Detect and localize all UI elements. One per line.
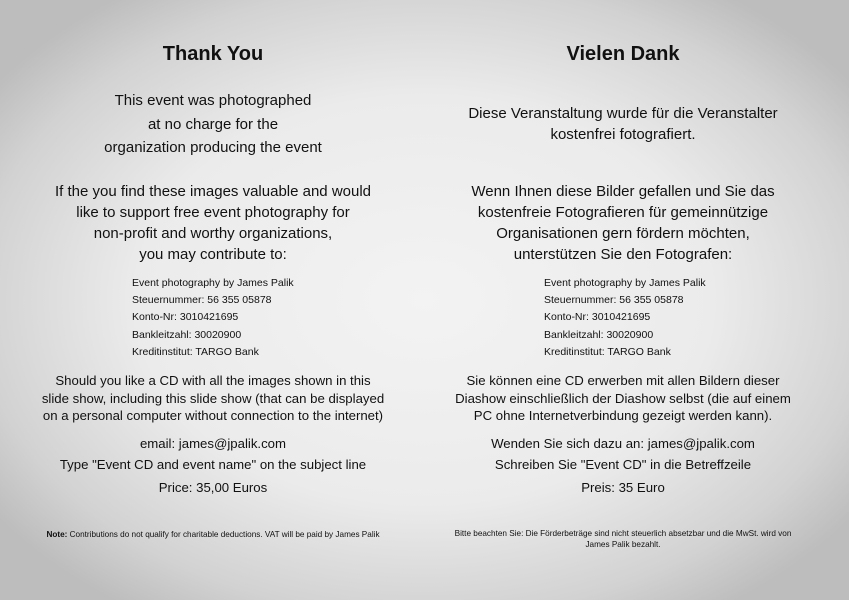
- support-line: Organisationen gern fördern möchten,: [496, 225, 750, 242]
- bank-details-german: [544, 275, 706, 361]
- bank-line: Bankleitzahl: 30020900: [132, 328, 242, 341]
- note-line: Bitte beachten Sie: Die Förderbeträge sind nicht steuerlich absetzbar und die MwSt. wird von: [454, 529, 792, 538]
- title-german: Vielen Dank: [566, 43, 680, 65]
- note-text: Contributions do not qualify for charitable deductions. VAT will be paid by James Palik: [67, 530, 380, 539]
- subject-line-instruction: Schreiben Sie "Event CD" in die Betreffzeile: [494, 457, 752, 472]
- support-german: [423, 181, 823, 265]
- subject-line-instruction: Type "Event CD and event name" on the subject line: [59, 457, 367, 472]
- support-line: If the you find these images valuable and would: [54, 183, 372, 200]
- intro-german: [423, 103, 823, 145]
- support-line: kostenfreie Fotografieren für gemeinnützige: [477, 204, 769, 221]
- support-english: [13, 181, 413, 265]
- bank-line: Event photography by James Palik: [544, 277, 706, 289]
- bank-line: Bankleitzahl: 30020900: [544, 328, 654, 341]
- bank-line: Kreditinstitut: TARGO Bank: [544, 345, 671, 358]
- cd-line: Diashow einschließlich der Diashow selbst (die auf einem: [455, 390, 791, 406]
- bank-line: Konto-Nr: 3010421695: [544, 311, 651, 324]
- email-line: email: james@jpalik.com: [139, 436, 287, 451]
- bank-line: Konto-Nr: 3010421695: [132, 311, 239, 324]
- note-german: [423, 528, 823, 550]
- cd-line: PC ohne Internetverbindung gezeigt werden kann).: [473, 408, 773, 424]
- note-line: James Palik bezahlt.: [585, 540, 661, 549]
- intro-line: organization producing the event: [104, 139, 322, 156]
- bank-line: Kreditinstitut: TARGO Bank: [132, 345, 259, 358]
- email-line: Wenden Sie sich dazu an: james@jpalik.com: [491, 436, 755, 451]
- support-line: like to support free event photography for: [76, 204, 350, 221]
- contact-english: [13, 433, 413, 475]
- support-line: unterstützen Sie den Fotografen:: [513, 246, 733, 263]
- bank-details-english: [132, 275, 294, 361]
- bank-line: Event photography by James Palik: [132, 277, 294, 289]
- cd-line: slide show, including this slide show (that can be displayed: [41, 390, 385, 406]
- support-line: Wenn Ihnen diese Bilder gefallen und Sie das: [471, 183, 775, 200]
- support-line: you may contribute to:: [139, 246, 287, 263]
- title-english: Thank You: [162, 43, 264, 65]
- price-german: Preis: 35 Euro: [581, 480, 665, 495]
- cd-line: on a personal computer without connection to the internet): [42, 408, 384, 424]
- bank-line: Steuernummer: 56 355 05878: [544, 294, 684, 307]
- cd-line: Sie können eine CD erwerben mit allen Bildern dieser: [466, 373, 780, 388]
- intro-line: kostenfrei fotografiert.: [550, 126, 696, 143]
- intro-line: This event was photographed: [114, 92, 312, 109]
- cd-offer-english: [13, 372, 413, 425]
- cd-line: Should you like a CD with all the images shown in this: [55, 373, 371, 388]
- note-label: Note:: [46, 530, 68, 539]
- price-english: Price: 35,00 Euros: [158, 480, 268, 495]
- bank-line: Steuernummer: 56 355 05878: [132, 294, 272, 307]
- support-line: non-profit and worthy organizations,: [93, 225, 333, 242]
- note-english: [13, 529, 413, 540]
- intro-english: [13, 89, 413, 160]
- intro-line: Diese Veranstaltung wurde für die Veranstalter: [468, 105, 778, 122]
- intro-line: at no charge for the: [147, 115, 279, 133]
- contact-german: [423, 433, 823, 475]
- cd-offer-german: [423, 372, 823, 425]
